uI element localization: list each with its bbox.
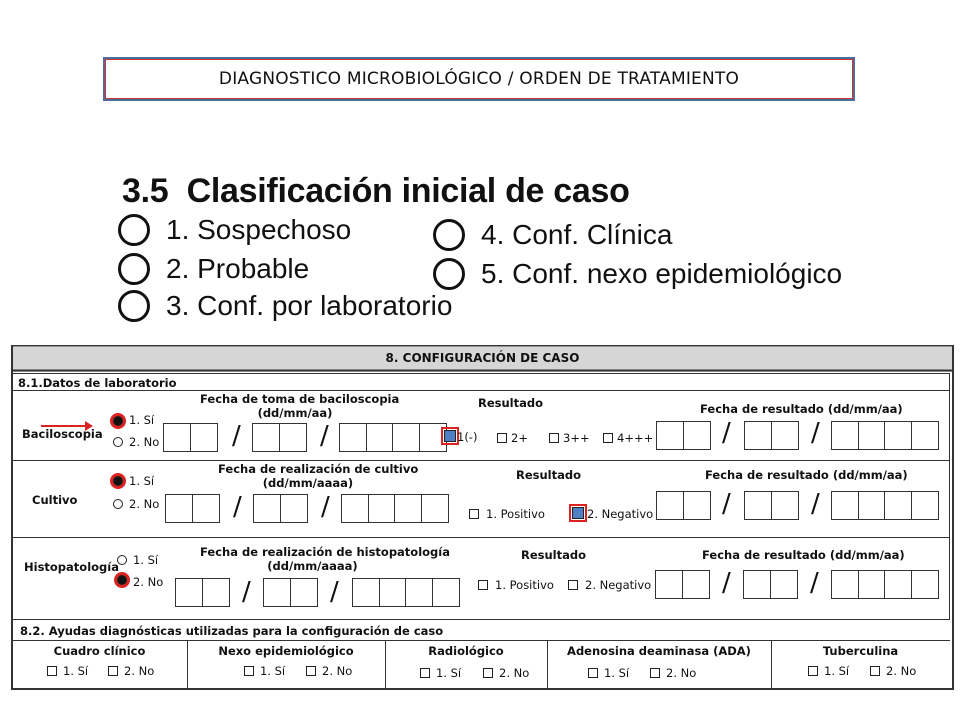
ayuda-no-label: 2. No [322,664,353,678]
histopatologia-si-radio[interactable] [117,555,127,565]
baciloscopia-date-format: (dd/mm/aa) [257,406,333,420]
cultivo-result-positivo-label: 1. Positivo [486,507,545,521]
histopatologia-si-label: 1. Sí [133,553,159,567]
cultivo-month-input[interactable] [253,494,306,523]
cultivo-result-label: Resultado [516,468,582,482]
histopatologia-result-label: Resultado [521,548,587,562]
baciloscopia-result-4-label: 4+++ [617,431,654,445]
baciloscopia-result-1-label: 1(-) [457,430,478,444]
date-separator: / [321,492,330,522]
baciloscopia-result-3-label: 3++ [563,431,590,445]
date-separator: / [330,577,339,607]
date-separator: / [232,421,241,451]
cultivo-result-day-input[interactable] [656,491,709,520]
date-separator: / [320,421,329,451]
ayuda-radiologico-no-checkbox[interactable] [483,668,493,678]
histopatologia-result-negativo-label: 2. Negativo [585,578,652,592]
baciloscopia-date-label: Fecha de toma de baciloscopia [200,392,400,406]
cultivo-si-label: 1. Sí [129,474,155,488]
radio-circle-icon[interactable] [118,214,150,246]
histopatologia-result-positivo-checkbox[interactable] [478,580,488,590]
lab-section-title: 8.1.Datos de laboratorio [18,376,177,390]
baciloscopia-result-date-label: Fecha de resultado (dd/mm/aa) [700,402,903,416]
histopatologia-result-year-input[interactable] [831,570,937,599]
baciloscopia-si-label: 1. Sí [129,413,155,427]
baciloscopia-result-label: Resultado [478,396,544,410]
ayuda-tuberculina-si-checkbox[interactable] [808,666,818,676]
page-title-banner [103,57,855,101]
baciloscopia-no-radio[interactable] [113,437,123,447]
form-header: 8. CONFIGURACIÓN DE CASO [13,346,952,371]
histopatologia-result-day-input[interactable] [655,570,708,599]
classification-option-5[interactable] [433,258,842,290]
histopatologia-result-positivo-label: 1. Positivo [495,578,554,592]
histopatologia-result-month-input[interactable] [743,570,796,599]
classification-option-label: 5. Conf. nexo epidemiológico [481,258,843,289]
radio-circle-icon[interactable] [433,258,465,290]
divider [12,640,950,641]
ayuda-nexo-no-checkbox[interactable] [306,666,316,676]
cultivo-result-negativo-label: 2. Negativo [587,507,654,521]
histopatologia-day-input[interactable] [175,578,228,607]
divider [12,390,950,391]
ayuda-nexo-label: Nexo epidemiológico [218,644,354,658]
baciloscopia-result-1-checkbox[interactable] [444,430,456,442]
baciloscopia-label: Baciloscopia [22,427,103,441]
classification-option-1[interactable] [118,214,351,246]
ayuda-cuadro-clinico-label: Cuadro clínico [53,644,146,658]
classification-option-3[interactable] [118,290,452,322]
ayuda-si-label: 1. Sí [604,666,630,680]
histopatologia-result-negativo-checkbox[interactable] [568,580,578,590]
ayuda-tuberculina-no-checkbox[interactable] [870,666,880,676]
ayuda-si-label: 1. Sí [260,664,286,678]
cultivo-no-label: 2. No [129,497,160,511]
baciloscopia-result-3-checkbox[interactable] [549,433,559,443]
date-separator: / [242,577,251,607]
ayuda-no-label: 2. No [124,664,155,678]
cultivo-label: Cultivo [32,493,78,507]
ayuda-radiologico-si-checkbox[interactable] [420,668,430,678]
classification-option-label: 4. Conf. Clínica [481,219,673,250]
date-separator: / [811,418,820,448]
baciloscopia-result-2-label: 2+ [511,431,528,445]
classification-option-label: 2. Probable [166,253,310,284]
classification-option-label: 3. Conf. por laboratorio [166,290,453,321]
histopatologia-date-format: (dd/mm/aaaa) [267,559,358,573]
histopatologia-no-label: 2. No [133,575,164,589]
histopatologia-label: Histopatología [24,560,119,574]
cultivo-result-month-input[interactable] [744,491,797,520]
baciloscopia-no-label: 2. No [129,435,160,449]
ayuda-cuadro-clinico-no-checkbox[interactable] [108,666,118,676]
date-separator: / [810,568,819,598]
cultivo-day-input[interactable] [165,494,218,523]
ayudas-section-title: 8.2. Ayudas diagnósticas utilizadas para la configuración de caso [20,624,444,638]
cultivo-year-input[interactable] [341,494,447,523]
ayuda-nexo-si-checkbox[interactable] [244,666,254,676]
divider [12,537,950,538]
date-separator: / [722,489,731,519]
ayuda-no-label: 2. No [499,666,530,680]
ayuda-si-label: 1. Sí [436,666,462,680]
cultivo-result-positivo-checkbox[interactable] [469,509,479,519]
cultivo-result-year-input[interactable] [831,491,937,520]
histopatologia-month-input[interactable] [263,578,316,607]
baciloscopia-result-day-input[interactable] [656,421,709,450]
divider [12,460,950,461]
classification-option-4[interactable] [433,219,672,251]
classification-option-2[interactable] [118,253,309,285]
cultivo-no-radio[interactable] [113,499,123,509]
ayuda-no-label: 2. No [666,666,697,680]
baciloscopia-si-radio[interactable] [113,416,123,426]
ayuda-ada-label: Adenosina deaminasa (ADA) [567,644,751,658]
cultivo-si-radio[interactable] [113,476,123,486]
ayuda-no-label: 2. No [886,664,917,678]
ayuda-ada-si-checkbox[interactable] [588,668,598,678]
baciloscopia-result-year-input[interactable] [831,421,937,450]
radio-circle-icon[interactable] [118,290,150,322]
radio-circle-icon[interactable] [118,253,150,285]
histopatologia-result-date-label: Fecha de resultado (dd/mm/aa) [702,548,905,562]
ayuda-radiologico-label: Radiológico [428,644,504,658]
cultivo-result-negativo-checkbox[interactable] [572,507,584,519]
ayuda-tuberculina-label: Tuberculina [822,644,899,658]
section-3-5-title: 3.5 Clasificación inicial de caso [122,172,630,210]
histopatologia-date-label: Fecha de realización de histopatología [200,545,450,559]
histopatologia-no-radio[interactable] [117,575,127,585]
ayuda-si-label: 1. Sí [63,664,89,678]
baciloscopia-result-4-checkbox[interactable] [603,433,613,443]
date-separator: / [722,418,731,448]
cultivo-date-format: (dd/mm/aaaa) [262,476,354,490]
date-separator: / [233,492,242,522]
baciloscopia-day-input[interactable] [163,423,216,452]
baciloscopia-result-2-checkbox[interactable] [497,433,507,443]
classification-option-label: 1. Sospechoso [166,214,352,245]
ayuda-si-label: 1. Sí [824,664,850,678]
baciloscopia-result-month-input[interactable] [744,421,797,450]
cultivo-result-date-label: Fecha de resultado (dd/mm/aa) [705,468,908,482]
ayuda-ada-no-checkbox[interactable] [650,668,660,678]
page-title: DIAGNOSTICO MICROBIOLÓGICO / ORDEN DE TRATAMIENTO [218,69,740,89]
date-separator: / [722,568,731,598]
date-separator: / [811,489,820,519]
cultivo-date-label: Fecha de realización de cultivo [218,462,419,476]
baciloscopia-year-input[interactable] [339,423,445,452]
baciloscopia-month-input[interactable] [252,423,305,452]
radio-circle-icon[interactable] [433,219,465,251]
ayuda-cuadro-clinico-si-checkbox[interactable] [47,666,57,676]
histopatologia-year-input[interactable] [352,578,458,607]
